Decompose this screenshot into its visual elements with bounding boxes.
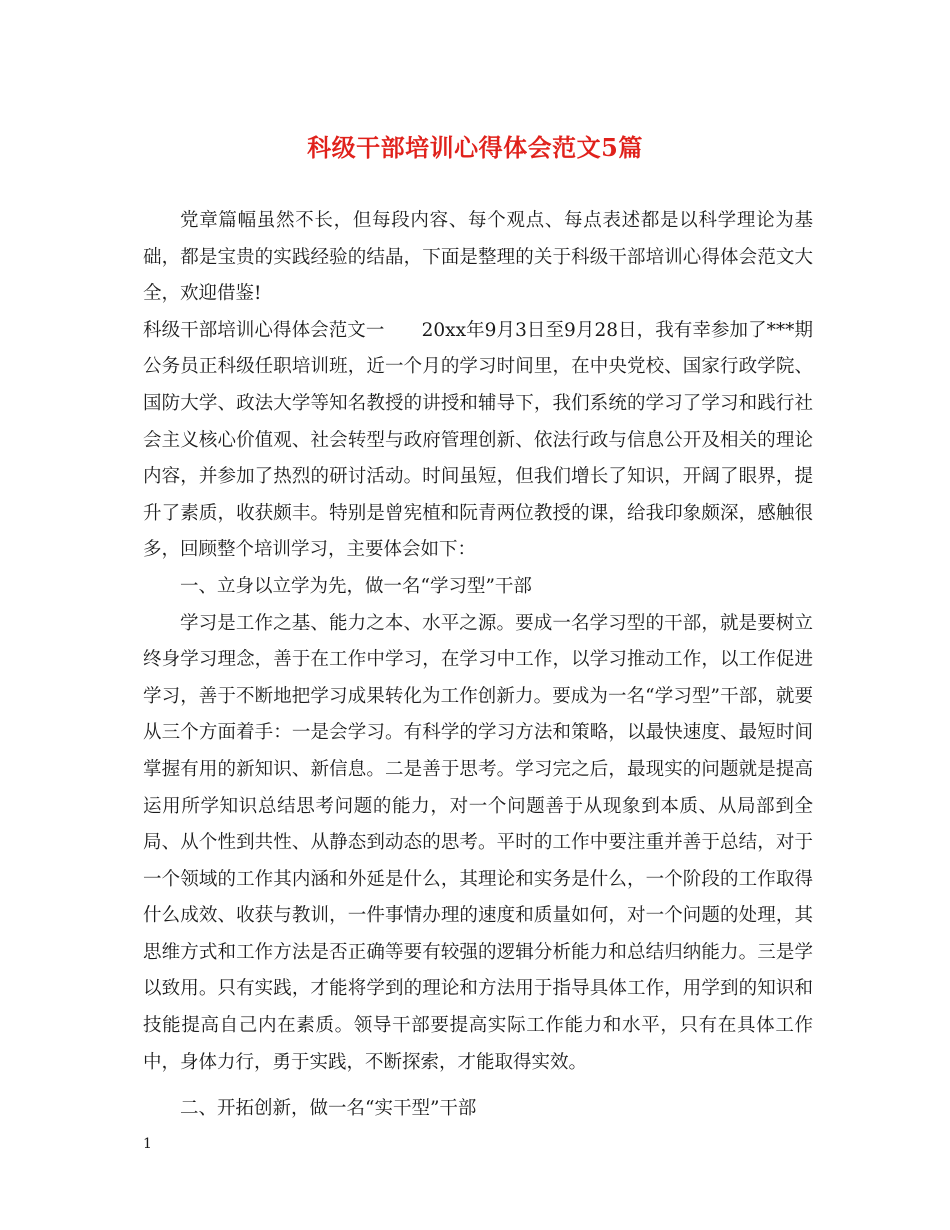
page-number: 1 [143,1136,152,1152]
section-heading-two: 二、开拓创新，做一名“实干型”干部 [180,1098,477,1120]
document-body [143,203,813,1128]
essay-one-opening-paragraph: 科级干部培训心得体会范文一 20xx年9月3日至9月28日，我有幸参加了***期公务员正科级任职培训班，近一个月的学习时间里，在中央党校、国家行政学院、国防大学、政法大学等知名教授的讲授和辅导下，我们系统的学习了学习和践行社会主义核心价值观、社会转型与政府管理创新、依法行政与信息公开及相关的理论内容，并参加了热烈的研讨活动。时间虽短，但我们增长了知识，开阔了眼界，提升了素质，收获颇丰。特别是曾宪植和阮青两位教授的课，给我印象颇深，感触很多，回顾整个培训学习，主要体会如下： [143,319,813,561]
intro-paragraph: 党章篇幅虽然不长，但每段内容、每个观点、每点表述都是以科学理论为基础，都是宝贵的实践经验的结晶，下面是整理的关于科级干部培训心得体会范文大全，欢迎借鉴! [143,210,813,305]
document-title: 科级干部培训心得体会范文5篇 [307,133,643,162]
section-one-body-paragraph: 学习是工作之基、能力之本、水平之源。要成一名学习型的干部，就是要树立终身学习理念，善于在工作中学习，在学习中工作，以学习推动工作，以工作促进学习，善于不断地把学习成果转化为工作创新力。要成为一名“学习型”干部，就要从三个方面着手：一是会学习。有科学的学习方法和策略，以最快速度、最短时间掌握有用的新知识、新信息。二是善于思考。学习完之后，最现实的问题就是提高运用所学知识总结思考问题的能力，对一个问题善于从现象到本质、从局部到全局、从个性到共性、从静态到动态的思考。平时的工作中要注重并善于总结，对于一个领域的工作其内涵和外延是什么，其理论和实务是什么，一个阶段的工作取得什么成效、收获与教训，一件事情办理的速度和质量如何，对一个问题的处理，其思维方式和工作方法是否正确等要有较强的逻辑分析能力和总结归纳能力。三是学以致用。只有实践，才能将学到的理论和方法用于指导具体工作，用学到的知识和技能提高自己内在素质。领导干部要提高实际工作能力和水平，只有在具体工作中，身体力行，勇于实践，不断探索，才能取得实效。 [143,612,813,1073]
section-heading-one: 一、立身以立学为先，做一名“学习型”干部 [180,575,532,597]
